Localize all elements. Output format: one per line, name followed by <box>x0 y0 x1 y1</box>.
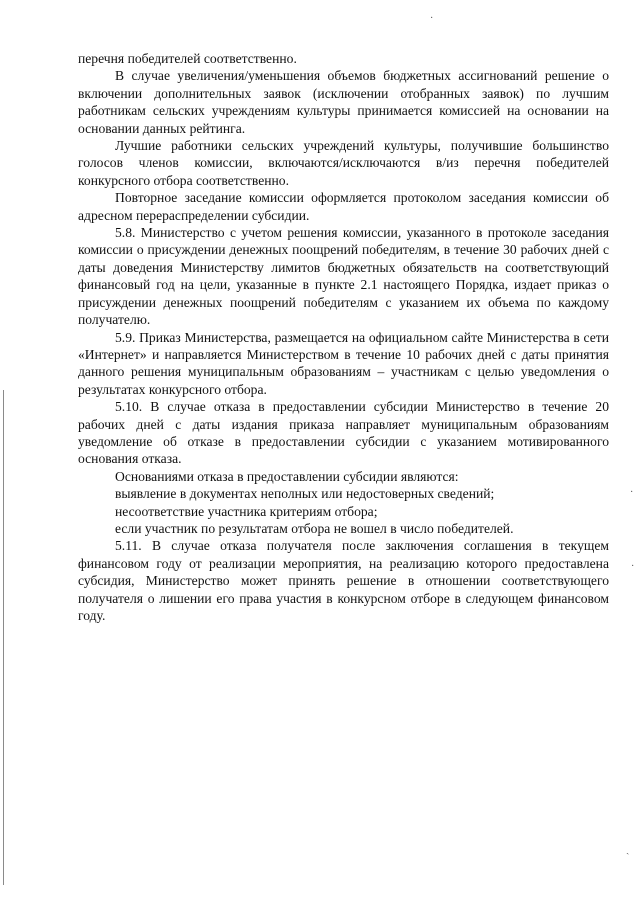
ground-item: если участник по результатам отбора не вошел в число победителей. <box>115 520 514 536</box>
paragraph-5-8: 5.8. Министерство с учетом решения комиссии, указанного в протоколе заседания комиссии о присуждении денежных поощрений победителям, в течение 30 рабочих дней с даты доведения Министерству лимитов бюджетных обязательств на соответствующий финансовый год на цели, указанные в пункте 2.1 настоящего Порядка, издает приказ о присуждении денежных поощрений победителям с указанием их объема по каждому получателю. <box>78 225 609 328</box>
grounds-heading: Основаниями отказа в предоставлении субсидии являются: <box>115 468 459 484</box>
paragraph-5-10: 5.10. В случае отказа в предоставлении субсидии Министерство в течение 20 рабочих дней с даты издания приказа направляет муниципальным образованиям уведомление об отказе в предоставлении субсидии с указанием мотивированного основания отказа. <box>78 399 609 467</box>
paragraph-continuation: перечня победителей соответственно. <box>78 51 297 66</box>
paragraph-5-11: 5.11. В случае отказа получателя после заключения соглашения в текущем финансовом году от реализации мероприятия, на реализацию которого предоставлена субсидия, Министерство может принять решение в отношении соответствующего получателя о лишении его права участия в конкурсном отборе в следующем финансовом году. <box>78 538 609 623</box>
paragraph-budget-change: В случае увеличения/уменьшения объемов бюджетных ассигнований решение о включении дополнительных заявок (исключении отобранных заявок) по лучшим работникам сельских учреждениям культуры принимается комиссией на основании на основании данных рейтинга. <box>78 68 609 136</box>
scan-speck: · <box>631 561 635 572</box>
document-page <box>78 50 609 624</box>
scan-speck: ˎ <box>626 844 630 855</box>
scan-speck: · <box>430 13 434 24</box>
scan-speck: · <box>630 487 634 498</box>
scan-edge-line <box>3 390 4 885</box>
ground-item: выявление в документах неполных или недостоверных сведений; <box>115 486 495 502</box>
paragraph-best-workers: Лучшие работники сельских учреждений культуры, получившие большинство голосов членов комиссии, включаются/исключаются в/из перечня победителей конкурсного отбора соответственно. <box>78 138 609 188</box>
paragraph-repeat-meeting: Повторное заседание комиссии оформляется протоколом заседания комиссии об адресном перераспределении субсидии. <box>78 190 609 223</box>
ground-item: несоответствие участника критериям отбора; <box>115 503 378 519</box>
paragraph-5-9: 5.9. Приказ Министерства, размещается на официальном сайте Министерства в сети «Интернет» и направляется Министерством в течение 10 рабочих дней с даты принятия данного решения муниципальным образованиям – участникам с целью уведомления о результатах конкурсного отбора. <box>78 329 609 397</box>
